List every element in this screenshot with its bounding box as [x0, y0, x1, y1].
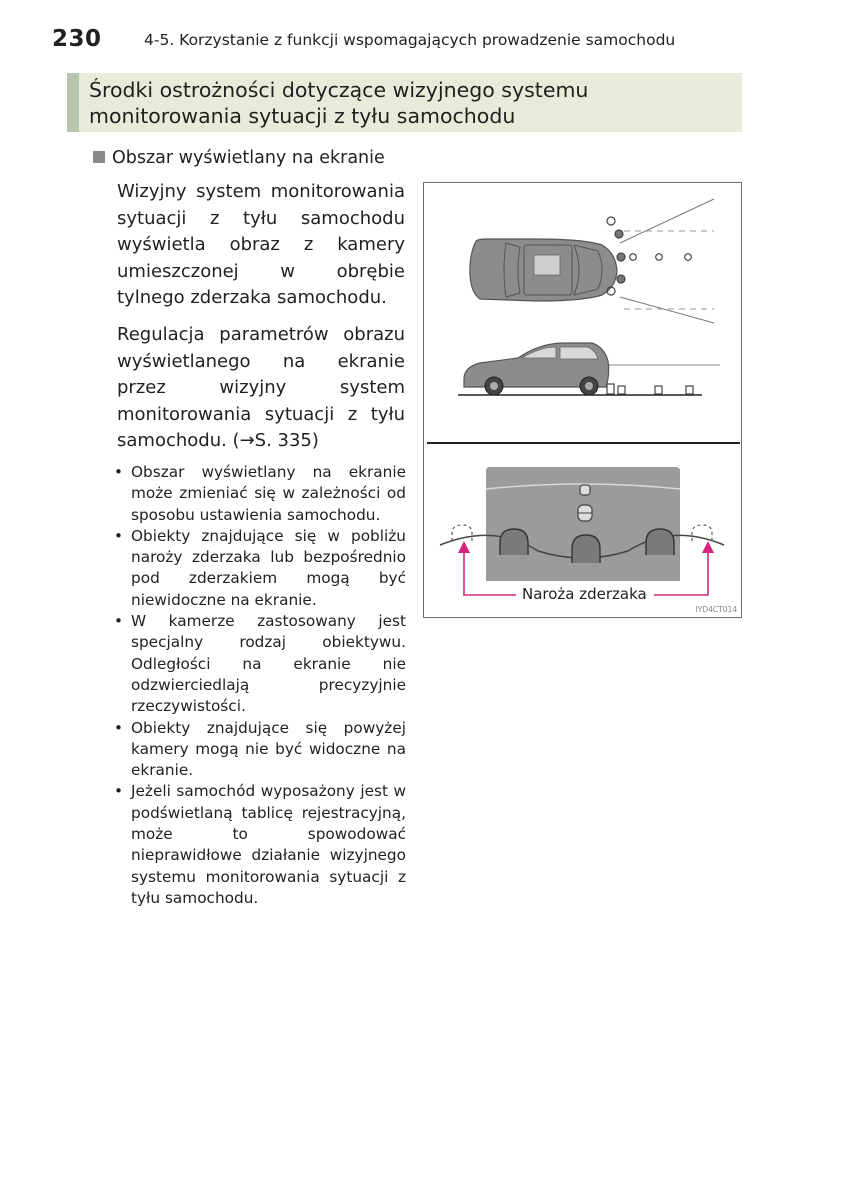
camera-view-lines	[620, 199, 714, 323]
sensor-markers	[607, 217, 691, 295]
page-header	[52, 26, 812, 56]
camera-screen-view	[440, 467, 724, 595]
callout-label-bumper-corners: Naroża zderzaka	[522, 585, 647, 603]
list-item	[112, 611, 406, 717]
note-text: Jeżeli samochód wyposażony jest w podświetlaną tablicę rejestracyjną, może to spowodować nieprawidłowe działanie wizyjnego systemu monitorowania sytuacji z tyłu samochodu.	[131, 782, 406, 907]
notes-list	[112, 462, 406, 909]
bullet-icon: •	[114, 718, 124, 737]
car-top-view-icon	[470, 239, 617, 301]
section-banner	[67, 73, 742, 132]
list-item	[112, 462, 406, 526]
top-view	[470, 199, 714, 323]
car-side-view-icon	[464, 343, 609, 395]
list-item	[112, 526, 406, 611]
bullet-icon: •	[114, 526, 124, 545]
figure-code: IYD4CT014	[695, 605, 737, 614]
side-view	[458, 343, 720, 395]
note-text: Obiekty znajdujące się powyżej kamery mogą nie być widoczne na ekranie.	[131, 718, 406, 780]
paragraph-display-area: Wizyjny system monitorowania sytuacji z tyłu samochodu wyświetla obraz z kamery umieszczonej w obrębie tylnego zderzaka samochodu.	[117, 181, 405, 308]
list-item	[112, 718, 406, 782]
list-item	[112, 781, 406, 909]
ground-markers	[607, 384, 693, 394]
subsection-title: Obszar wyświetlany na ekranie	[112, 148, 385, 168]
note-text: Obiekty znajdujące się w pobliżu naroży zderzaka lub bezpośrednio pod zderzakiem mogą być niewidoczne na ekranie.	[131, 526, 406, 609]
page-number: 230	[52, 26, 102, 52]
bullet-icon: •	[114, 612, 124, 631]
paragraph-image-adjustment: Regulacja parametrów obrazu wyświetlanego na ekranie przez wizyjny system monitorowania sytuacji z tyłu samochodu. (→S. 335)	[117, 324, 405, 451]
bullet-icon: •	[114, 782, 124, 801]
chapter-title: 4-5. Korzystanie z funkcji wspomagających prowadzenie samochodu	[144, 31, 676, 49]
camera-illustration	[424, 183, 741, 617]
section-title: Środki ostrożności dotyczące wizyjnego systemu monitorowania sytuacji z tyłu samochodu	[89, 78, 589, 128]
subsection-heading	[93, 148, 385, 168]
note-text: Obszar wyświetlany na ekranie może zmieniać się w zależności od sposobu ustawienia samochodu.	[131, 463, 406, 524]
note-text: W kamerze zastosowany jest specjalny rodzaj obiektywu. Odległości na ekranie nie odzwierciedlają precyzyjnie rzeczywistości.	[131, 612, 406, 716]
bullet-icon: •	[114, 463, 124, 481]
square-bullet-icon	[93, 151, 105, 163]
figure-box	[423, 182, 742, 618]
